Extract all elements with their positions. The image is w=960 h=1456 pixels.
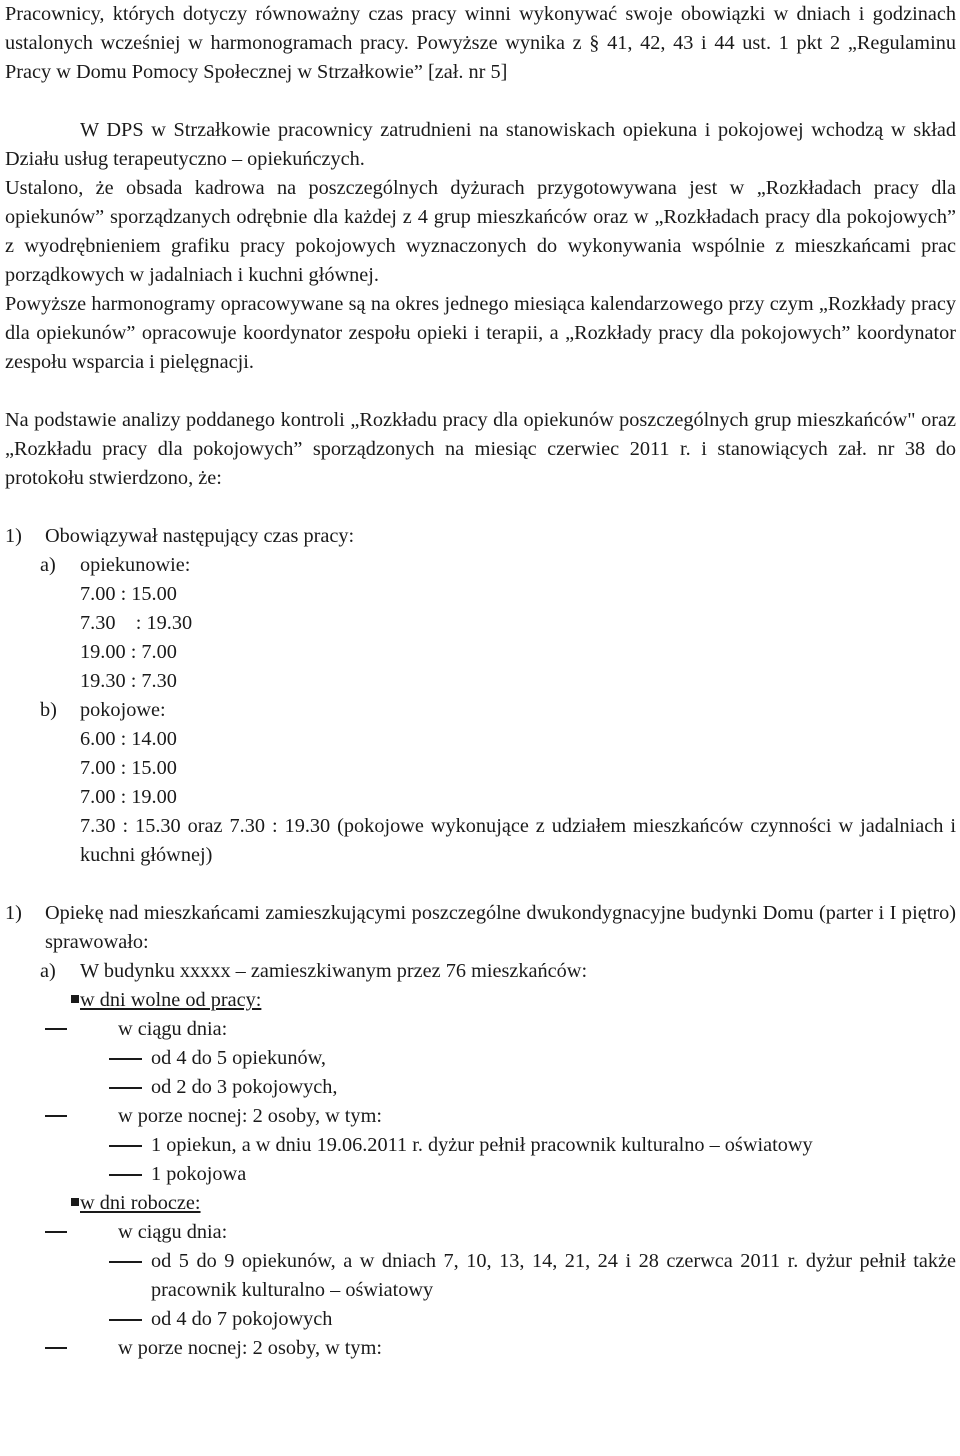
long-dash-item [5,1305,956,1334]
long-dash-item [5,1044,956,1073]
long-dash-item [5,1073,956,1102]
long-dash-icon [109,1261,142,1263]
hours-item: 7.00 : 15.00 [80,757,177,779]
paragraph-dps-structure: W DPS w Strzałkowie pracownicy zatrudnieni na stanowiskach opiekuna i pokojowej wchodzą w skład Działu usług terapeutyczno – opiekuńczych. [5,119,956,170]
dash-item-night [5,1334,956,1363]
subsection-caregivers [5,551,956,580]
long-dash-icon [109,1174,142,1176]
long-dash-icon [109,1145,142,1147]
section-title: Obowiązywał następujący czas pracy: [45,525,355,547]
bullet-label: w dni robocze: [80,1192,201,1214]
dash-item-day [5,1218,956,1247]
hours-item: 19.00 : 7.00 [80,641,177,663]
item-text: 1 pokojowa [151,1163,247,1185]
section-care-coverage [5,899,956,957]
bullet-label: w dni wolne od pracy: [80,989,262,1011]
long-dash-icon [109,1087,142,1089]
subsection-label: pokojowe: [80,699,166,721]
subsection-label: W budynku xxxxx – zamieszkiwanym przez 76 mieszkańców: [80,960,588,982]
hours-item: 7.00 : 19.00 [80,786,177,808]
item-text: od 4 do 7 pokojowych [151,1308,333,1330]
item-text: 1 opiekun, a w dniu 19.06.2011 r. dyżur pełnił pracownik kulturalno – oświatowy [151,1134,813,1156]
hours-item: 6.00 : 14.00 [80,728,177,750]
subsection-marker: a) [40,554,56,576]
dash-label: w porze nocnej: 2 osoby, w tym: [118,1105,382,1127]
section-number: 1) [5,902,22,924]
bullet-work-days [5,1189,956,1218]
dash-icon [45,1028,67,1030]
long-dash-item [5,1247,956,1305]
section-number: 1) [5,525,22,547]
subsection-marker: b) [40,699,57,721]
bullet-free-days [5,986,956,1015]
paragraph-findings: Na podstawie analizy poddanego kontroli „Rozkładu pracy dla opiekunów poszczególnych grup mieszkańców" oraz „Rozkładu pracy dla pokojowych” sporządzonych na miesiąc czerwiec 2011 r. i stanowiących zał. nr 38 do protokołu stwierdzono, że: [5,409,956,489]
hours-item-extended: 7.30 : 15.30 oraz 7.30 : 19.30 (pokojowe wykonujące z udziałem mieszkańców czynności w jadalniach i kuchni głównej) [80,815,956,866]
dash-label: w ciągu dnia: [118,1221,228,1243]
dash-item-night [5,1102,956,1131]
item-text: od 4 do 5 opiekunów, [151,1047,327,1069]
section-title: Opiekę nad mieszkańcami zamieszkującymi poszczególne dwukondygnacyjne budynki Domu (parter i I piętro) sprawowało: [45,902,956,953]
dash-icon [45,1115,67,1117]
square-bullet-icon [71,1198,79,1206]
dash-label: w ciągu dnia: [118,1018,228,1040]
subsection-marker: a) [40,960,56,982]
paragraph-intro: Pracownicy, których dotyczy równoważny czas pracy winni wykonywać swoje obowiązki w dniach i godzinach ustalonych wcześniej w harmonogramach pracy. Powyższe wynika z § 41, 42, 43 i 44 ust. 1 pkt 2 „Regulaminu Pracy w Domu Pomocy Społecznej w Strzałkowie” [zał. nr 5] [5,3,956,83]
square-bullet-icon [71,995,79,1003]
paragraph-staffing: Ustalono, że obsada kadrowa na poszczególnych dyżurach przygotowywana jest w „Rozkładach pracy dla opiekunów” sporządzanych odrębnie dla każdej z 4 grup mieszkańców oraz w „Rozkładach pracy dla pokojowych” z wyodrębnieniem grafiku pracy pokojowych wyznaczonych do wykonywania wspólnie z mieszkańcami prac porządkowych w jadalniach i kuchni głównej. [5,177,956,286]
hours-item: 7.30 : 19.30 [80,612,193,634]
subsection-housekeepers [5,696,956,725]
item-text: od 5 do 9 opiekunów, a w dniach 7, 10, 13, 14, 21, 24 i 28 czerwca 2011 r. dyżur pełnił także pracownik kulturalno – oświatowy [151,1250,956,1301]
dash-icon [45,1347,67,1349]
hours-item: 19.30 : 7.30 [80,670,177,692]
subsection-label: opiekunowie: [80,554,191,576]
long-dash-item [5,1160,956,1189]
long-dash-item [5,1131,956,1160]
dash-icon [45,1231,67,1233]
caregiver-hours-list [5,580,956,696]
dash-label: w porze nocnej: 2 osoby, w tym: [118,1337,382,1359]
subsection-building [5,957,956,986]
long-dash-icon [109,1319,142,1321]
section-working-hours [5,522,956,551]
dash-item-day [5,1015,956,1044]
item-text: od 2 do 3 pokojowych, [151,1076,338,1098]
housekeeper-hours-list [5,725,956,812]
hours-item: 7.00 : 15.00 [80,583,177,605]
paragraph-schedules: Powyższe harmonogramy opracowywane są na okres jednego miesiąca kalendarzowego przy czym „Rozkłady pracy dla opiekunów” opracowuje koordynator zespołu opieki i terapii, a „Rozkłady pracy dla pokojowych” koordynator zespołu wsparcia i pielęgnacji. [5,293,956,373]
long-dash-icon [109,1058,142,1060]
